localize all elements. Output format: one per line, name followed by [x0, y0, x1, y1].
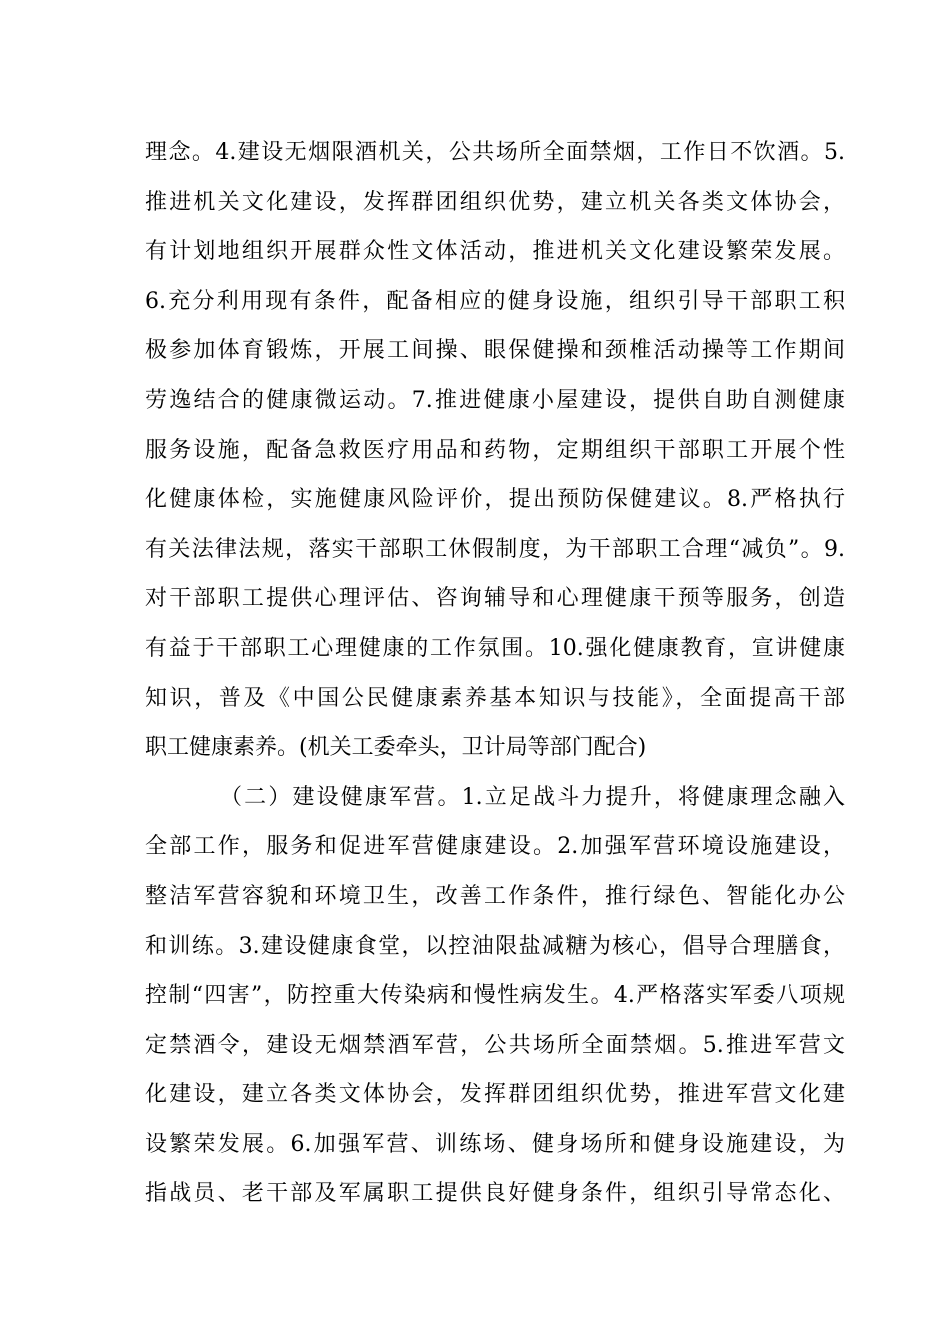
text-line: 化健康体检，实施健康风险评价，提出预防保健建议。8.严格执行: [145, 487, 845, 513]
text-line: 定禁酒令，建设无烟禁酒军营，公共场所全面禁烟。5.推进军营文: [145, 1032, 845, 1058]
section-heading-line: （二）建设健康军营。1.立足战斗力提升，将健康理念融入: [220, 784, 845, 810]
document-body: [145, 128, 845, 1219]
text-line: 劳逸结合的健康微运动。7.推进健康小屋建设，提供自助自测健康: [145, 387, 845, 413]
text-line: 理念。4.建设无烟限酒机关，公共场所全面禁烟，工作日不饮酒。5.: [145, 140, 845, 165]
text-line: 控制“四害”，防控重大传染病和慢性病发生。4.严格落实军委八项规: [145, 983, 845, 1009]
text-line: 全部工作，服务和促进军营健康建设。2.加强军营环境设施建设，: [145, 834, 845, 860]
text-line: 设繁荣发展。6.加强军营、训练场、健身场所和健身设施建设，为: [145, 1131, 845, 1157]
text-line: 对干部职工提供心理评估、咨询辅导和心理健康干预等服务，创造: [145, 586, 845, 612]
text-line: 知识，普及《中国公民健康素养基本知识与技能》，全面提高干部: [145, 685, 845, 711]
text-line: 有关法律法规，落实干部职工休假制度，为干部职工合理“减负”。9.: [145, 536, 845, 562]
text-line: 化建设，建立各类文体协会，发挥群团组织优势，推进军营文化建: [145, 1082, 845, 1108]
text-line: 指战员、老干部及军属职工提供良好健身条件，组织引导常态化、: [145, 1181, 845, 1207]
text-line: 服务设施，配备急救医疗用品和药物，定期组织干部职工开展个性: [145, 437, 845, 463]
text-line: 整洁军营容貌和环境卫生，改善工作条件，推行绿色、智能化办公: [145, 883, 845, 909]
text-line: 6.充分利用现有条件，配备相应的健身设施，组织引导干部职工积: [145, 288, 845, 314]
text-line: 和训练。3.建设健康食堂，以控油限盐减糖为核心，倡导合理膳食，: [145, 933, 845, 959]
text-line: 推进机关文化建设，发挥群团组织优势，建立机关各类文体协会，: [145, 189, 845, 215]
text-line: 极参加体育锻炼，开展工间操、眼保健操和颈椎活动操等工作期间: [145, 338, 845, 364]
text-line: 有益于干部职工心理健康的工作氛围。10.强化健康教育，宣讲健康: [145, 635, 845, 661]
text-line: 职工健康素养。(机关工委牵头，卫计局等部门配合): [145, 735, 647, 761]
text-line: 有计划地组织开展群众性文体活动，推进机关文化建设繁荣发展。: [145, 239, 845, 265]
